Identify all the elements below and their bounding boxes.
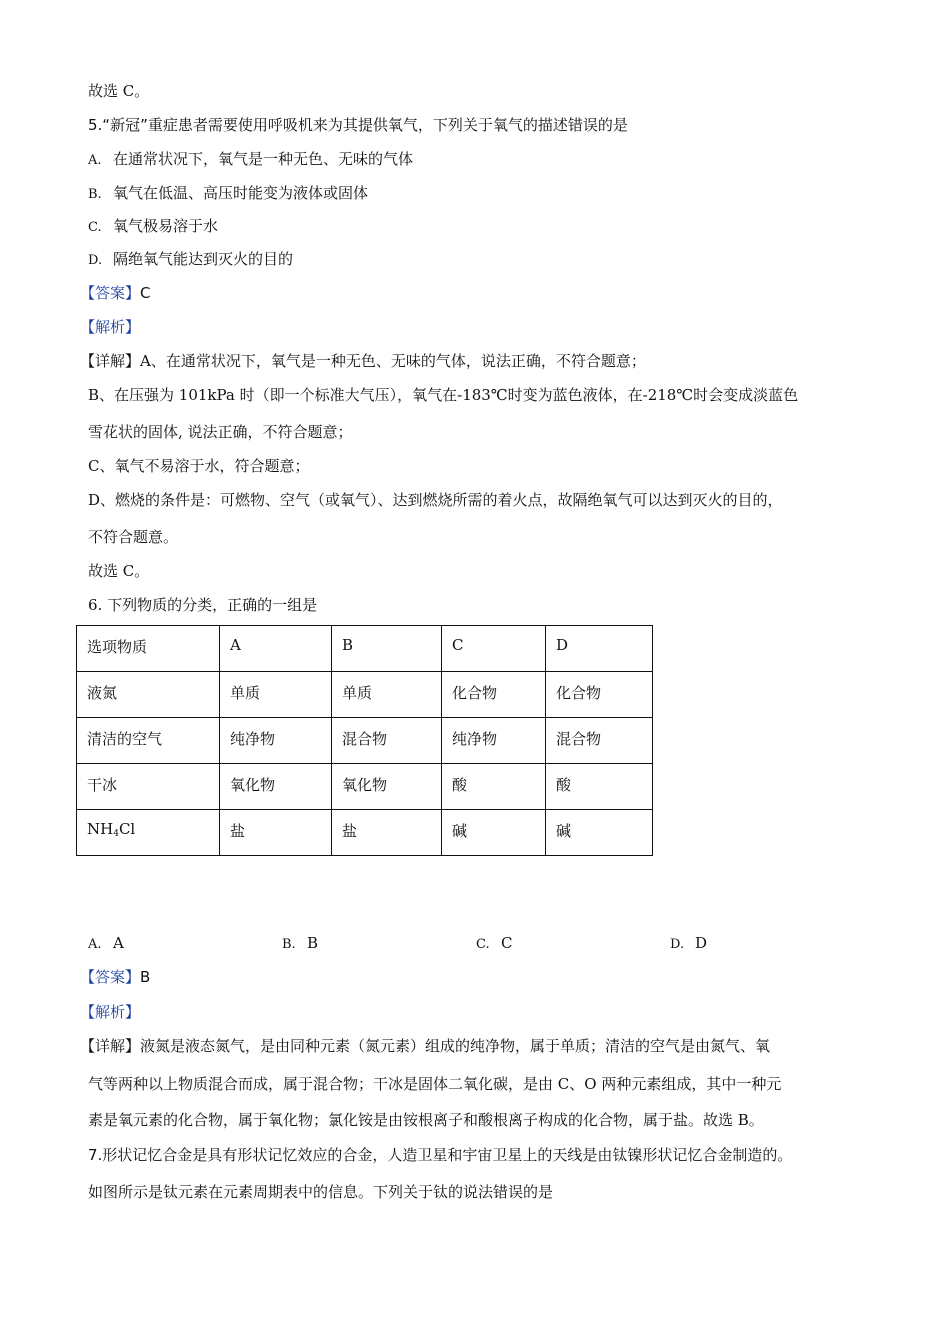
table-cell: 氧化物 [220,764,332,810]
table-cell: C [442,626,546,672]
question-6-analysis-tag: 【解析】 [80,1003,141,1021]
table-cell: 酸 [442,764,546,810]
question-6-detail-1: 【详解】液氮是液态氮气，是由同种元素（氮元素）组成的纯净物，属于单质；清洁的空气是由氮气、氧 [80,1037,771,1055]
option-letter: D. [88,253,103,268]
question-5-detail-1: 【详解】A、在通常状况下，氧气是一种无色、无味的气体，说法正确，不符合题意； [80,352,646,370]
answer-tag: 【答案】 [80,284,141,302]
table-cell: 液氮 [77,672,220,718]
answer-tag: 【答案】 [80,968,141,986]
detail-tag: 【详解】 [80,352,141,370]
question-6-detail-3: 素是氧元素的化合物，属于氧化物；氯化铵是由铵根离子和酸根离子构成的化合物，属于盐。故选 B。 [88,1111,764,1129]
table-cell: A [220,626,332,672]
question-5-detail-4: C、氧气不易溶于水，符合题意； [88,457,310,475]
table-cell: 氧化物 [332,764,442,810]
table-cell: D [546,626,653,672]
table-row [77,810,653,856]
question-6-stem: 6. 下列物质的分类，正确的一组是 [88,596,318,614]
classification-table [76,625,653,856]
question-5-option-d: D. 隔绝氧气能达到灭火的目的 [88,249,293,271]
table-cell: 酸 [546,764,653,810]
question-5-conclusion: 故选 C。 [88,562,150,580]
table-cell: 化合物 [546,672,653,718]
option-letter: C. [88,220,102,235]
table-row [77,718,653,764]
question-6-option-d: D. D [670,934,708,952]
table-row [77,764,653,810]
option-letter: B. [88,187,102,202]
table-cell: 纯净物 [220,718,332,764]
question-5-detail-5: D、燃烧的条件是：可燃物、空气（或氧气）、达到燃烧所需的着火点，故隔绝氧气可以达到灭火的目的， [88,491,783,509]
question-5-stem: 5.“新冠”重症患者需要使用呼吸机来为其提供氧气，下列关于氧气的描述错误的是 [88,116,628,134]
table-header-row [77,626,653,672]
question-5-detail-6: 不符合题意。 [88,528,179,546]
question-6-answer: 【答案】B [80,968,151,986]
table-cell: 碱 [546,810,653,856]
question-5-option-c: C. 氧气极易溶于水 [88,216,218,238]
question-6-detail-2: 气等两种以上物质混合而成，属于混合物；干冰是固体二氧化碳，是由 C、O 两种元素组成，其中一种元 [88,1075,782,1093]
question-5-detail-3: 雪花状的固体, 说法正确，不符合题意； [88,423,353,441]
table-cell: 选项物质 [77,626,220,672]
table-row [77,672,653,718]
table-cell-formula: $NH_4Cl$ [77,810,220,856]
table-cell: 单质 [332,672,442,718]
question-5-analysis-tag: 【解析】 [80,318,141,336]
table-cell: 盐 [220,810,332,856]
table-cell: 干冰 [77,764,220,810]
table-cell: B [332,626,442,672]
table-cell: 盐 [332,810,442,856]
option-letter: A. [88,153,102,168]
question-6-option-c: C. C [476,934,513,952]
question-5-answer: 【答案】C [80,284,151,302]
detail-tag: 【详解】 [80,1037,141,1055]
question-7-stem-2: 如图所示是钛元素在元素周期表中的信息。下列关于钛的说法错误的是 [88,1183,554,1201]
table-cell: 清洁的空气 [77,718,220,764]
question-5-detail-2: B、在压强为 101kPa 时（即一个标准大气压），氧气在-183℃时变为蓝色液体，在-218℃时会变成淡蓝色 [88,386,799,404]
question-6-option-b: B. B [282,934,319,952]
table-cell: 混合物 [332,718,442,764]
table-cell: 单质 [220,672,332,718]
table-cell: 混合物 [546,718,653,764]
previous-conclusion: 故选 C。 [88,82,150,100]
table-cell: 纯净物 [442,718,546,764]
table-cell: 碱 [442,810,546,856]
question-5-option-a: A. 在通常状况下，氧气是一种无色、无味的气体 [88,149,413,171]
question-7-stem-1: 7.形状记忆合金是具有形状记忆效应的合金，人造卫星和宇宙卫星上的天线是由钛镍形状记忆合金制造的。 [88,1146,793,1164]
table-cell: 化合物 [442,672,546,718]
question-5-option-b: B. 氧气在低温、高压时能变为液体或固体 [88,183,368,205]
question-6-option-a: A. A [88,934,124,952]
